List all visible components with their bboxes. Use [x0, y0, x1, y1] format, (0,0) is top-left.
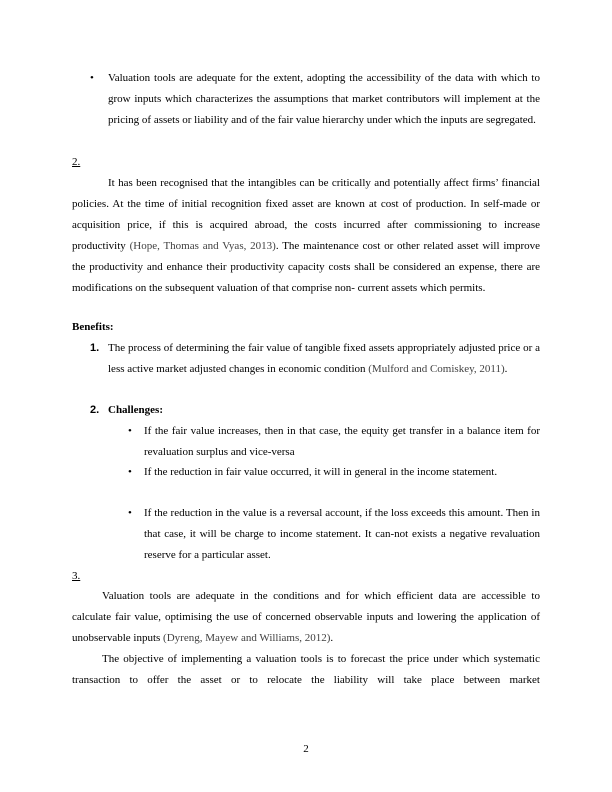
benefit-2-number: 2. — [90, 404, 100, 416]
section-2-paragraph — [72, 173, 540, 299]
citation-mulford: (Mulford and Comiskey, 2011) — [368, 363, 505, 375]
bullet-paragraph: Valuation tools are adequate for the extent, adopting the accessibility of the data with which to grow inputs which characterizes the assumptions that market contributors will implement at the pricing of assets or liability and of the fair value hierarchy under which the inputs are segregated. — [108, 72, 540, 126]
challenge-item: If the fair value increases, then in that case, the equity get transfer in a balance item for revaluation surplus and vice-versa — [144, 425, 540, 458]
section-3-text-end: . — [330, 632, 334, 644]
citation-dyreng: (Dyreng, Mayew and Williams, 2012) — [163, 632, 331, 644]
challenges-heading: Challenges: — [108, 404, 163, 416]
section-3-paragraph-2: The objective of implementing a valuation tools is to forecast the price under which systematic transaction to offer the asset or to relocate the liability will take place between market — [72, 653, 540, 686]
section-3-text-a: Valuation tools are adequate in the conditions and for which efficient data are accessible to calculate fair value, optimising the use of concerned observable inputs and lowering the application of unobservable inputs — [72, 590, 540, 644]
benefit-1-body: The process of determining the fair value of tangible fixed assets appropriately adjusted price or a less active market adjusted changes in economic condition — [108, 342, 540, 375]
page-number: 2 — [303, 743, 309, 755]
bullet-icon: • — [90, 72, 94, 84]
benefit-1-number: 1. — [90, 342, 100, 354]
section-3-paragraph-1 — [72, 586, 540, 649]
benefit-1-end: . — [504, 363, 508, 375]
section-2-number: 2. — [72, 156, 81, 168]
challenge-item: If the reduction in fair value occurred, it will in general in the income statement. — [144, 466, 498, 478]
section-3-number: 3. — [72, 570, 81, 582]
citation-hope: (Hope, Thomas and Vyas, 2013) — [129, 240, 276, 252]
section-2-text-a: It has been recognised that the intangibles can be critically and potentially affect firms’ financial policies. At the time of initial recognition fixed asset are known at cost of production. In self-made or acquisition price, if this is acquired abroad, the costs incurred after commissioning to increase productivity — [72, 177, 540, 252]
challenge-item: If the reduction in the value is a reversal account, if the loss exceeds this amount. Then in that case, it will be charge to income statement. It can-not exists a negative revaluation reserve for a particular asset. — [144, 507, 540, 561]
bullet-icon: • — [128, 466, 132, 478]
benefit-1-text — [108, 338, 540, 380]
section-2-text-b: . The maintenance cost or other related asset will improve the productivity and enhance their productivity capacity costs shall be considered an expense, there are modifications on the subsequent valuation of that comprise non- current assets which permits. — [72, 240, 540, 294]
bullet-icon: • — [128, 425, 132, 437]
benefits-heading: Benefits: — [72, 321, 114, 333]
bullet-icon: • — [128, 507, 132, 519]
